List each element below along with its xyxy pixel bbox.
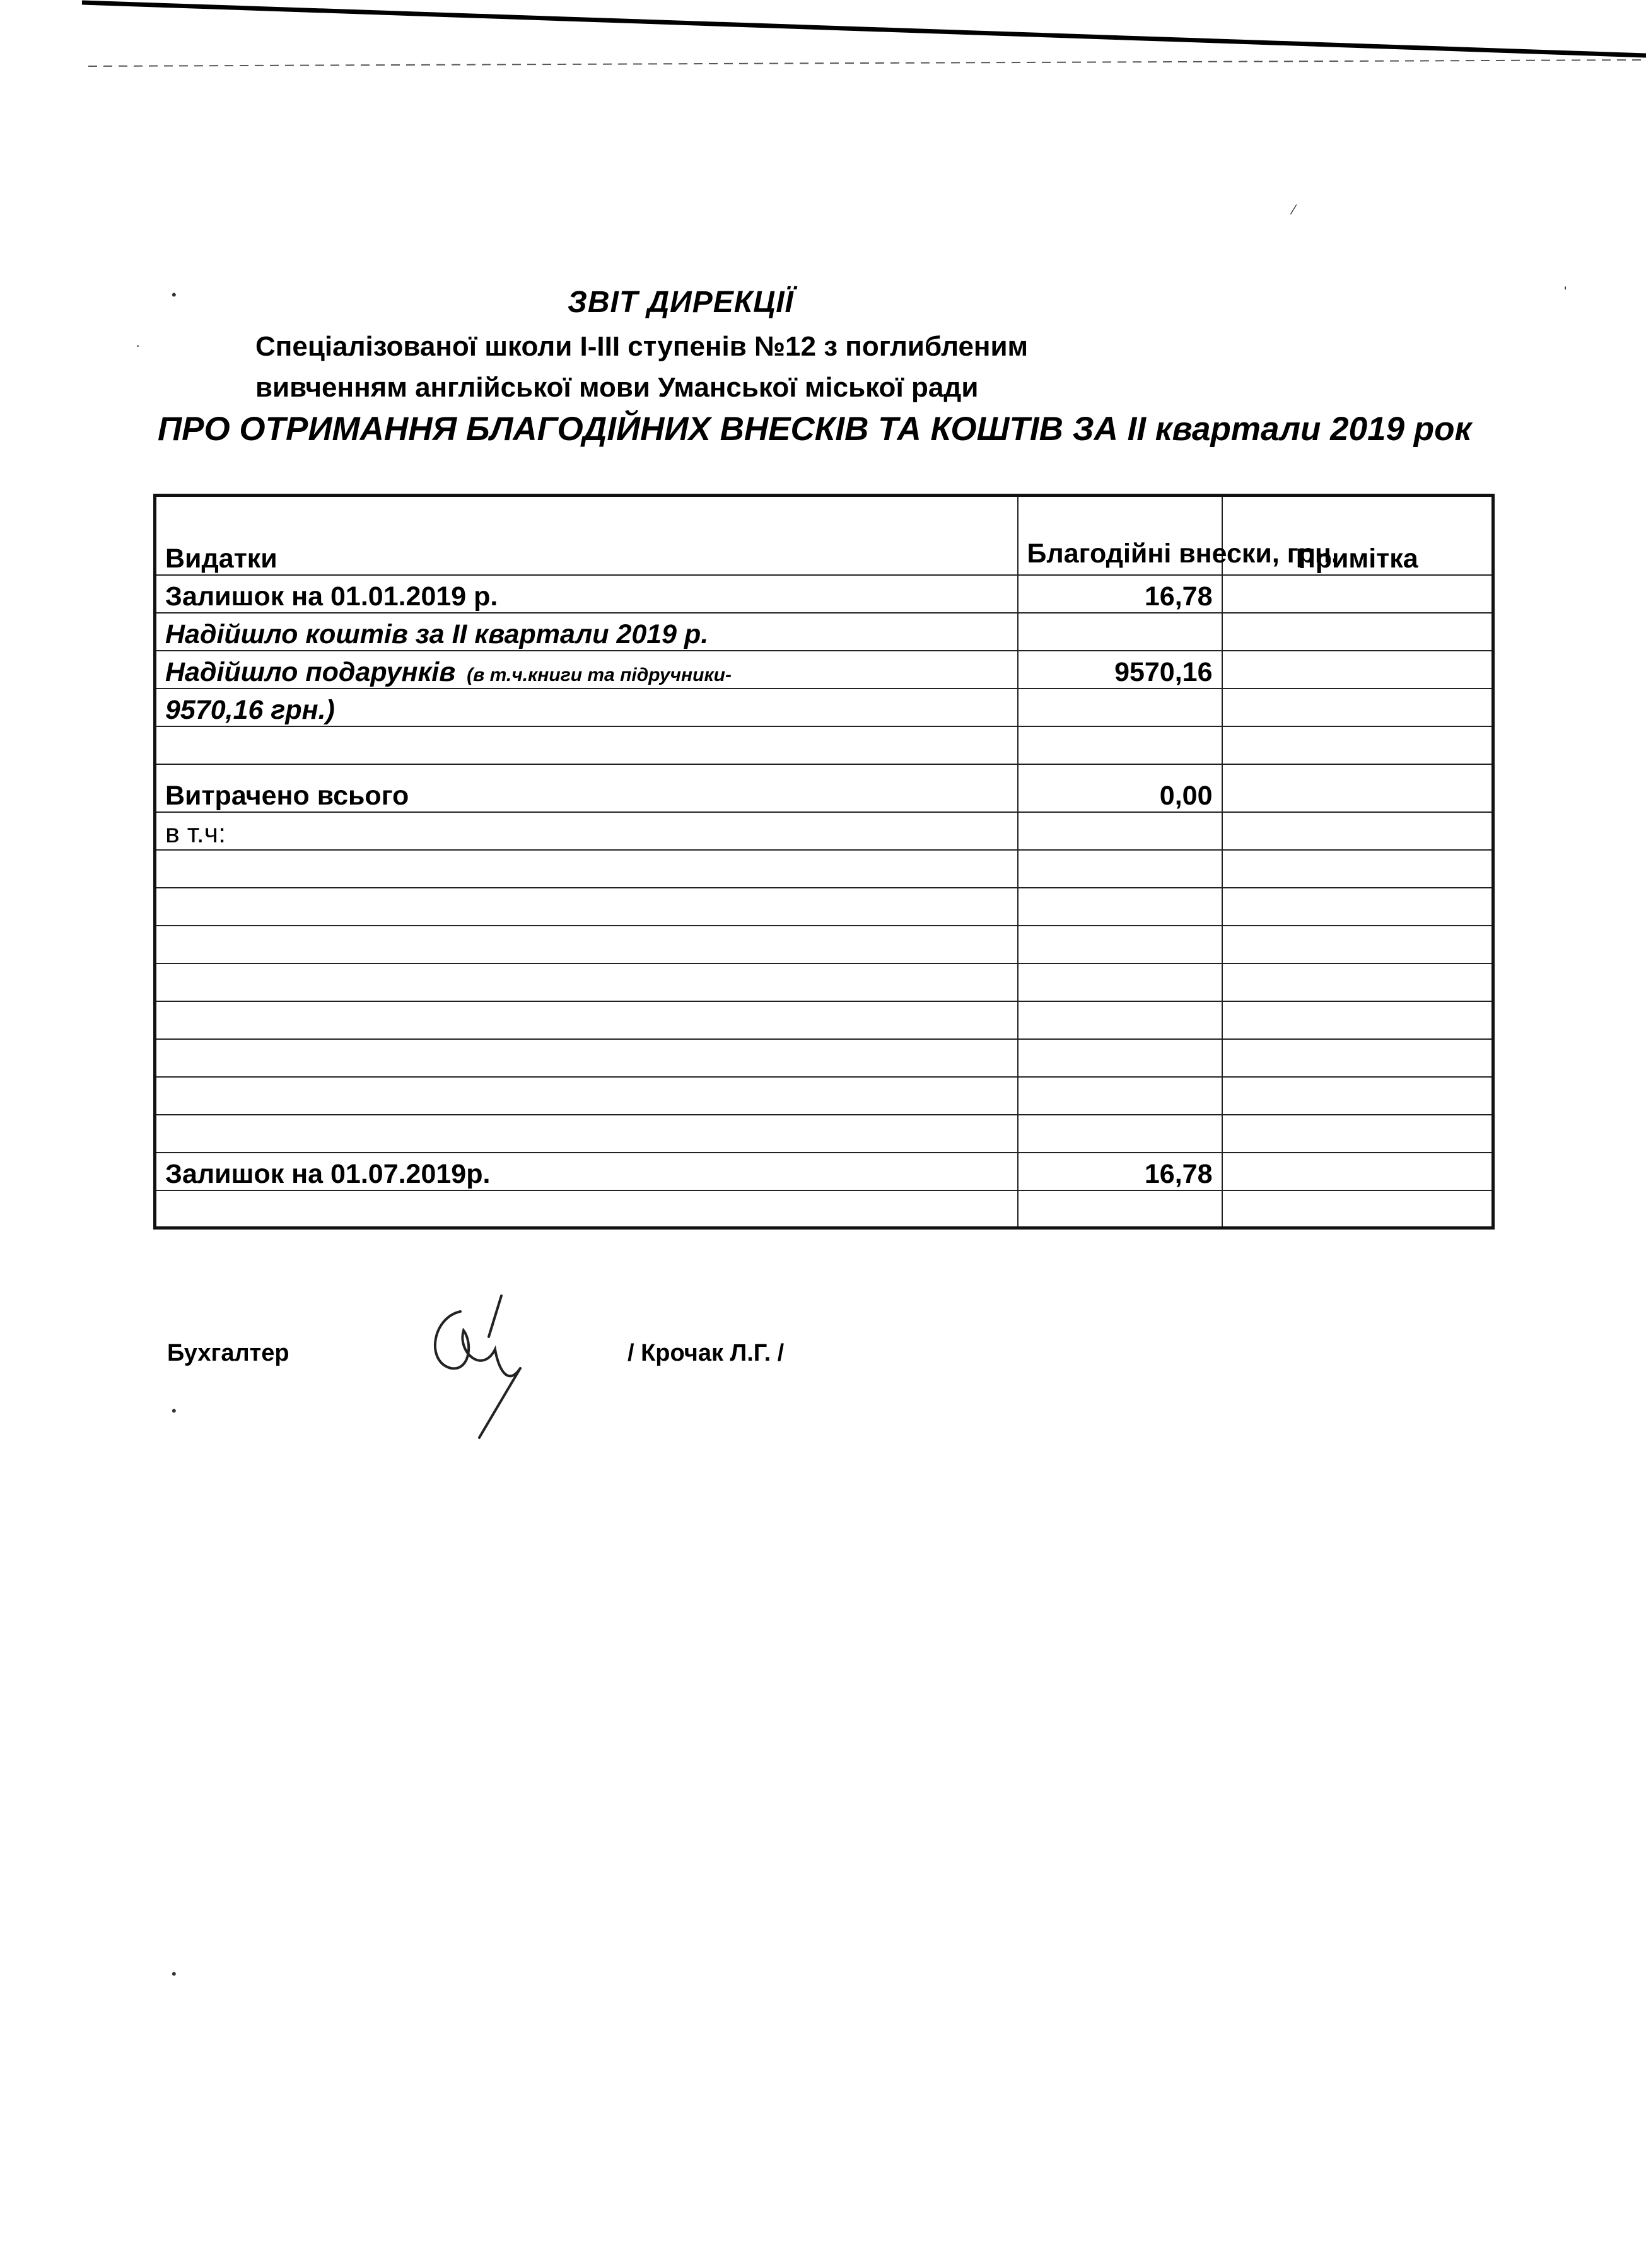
- spent-total-note: [1222, 764, 1493, 812]
- table-row-gifts-continued: [155, 689, 1493, 726]
- scan-top-edge: [82, 0, 1646, 57]
- table-row-including: [155, 812, 1493, 850]
- opening-balance-note: [1222, 575, 1493, 613]
- scan-speck: •: [172, 1966, 177, 1982]
- received-funds-value: [1018, 613, 1222, 651]
- school-name-line2: вивченням англійської мови Уманської міської ради: [255, 372, 979, 403]
- gifts-note-continued: 9570,16 грн.): [155, 689, 1018, 726]
- table-row-received-funds: [155, 613, 1493, 651]
- closing-balance-note: [1222, 1153, 1493, 1190]
- column-header-contributions: Благодійні внески, грн.: [1018, 496, 1222, 575]
- received-gifts-cell: [155, 651, 1018, 689]
- scan-speck: •: [172, 1403, 177, 1419]
- scan-speck: ⁄: [1293, 202, 1295, 218]
- scan-speck: ·: [136, 337, 141, 353]
- table-row-empty: [155, 888, 1493, 926]
- spent-total-label: Витрачено всього: [155, 764, 1018, 812]
- closing-balance-value: 16,78: [1018, 1153, 1222, 1190]
- table-row-spent-total: [155, 764, 1493, 812]
- table-header-row: [155, 496, 1493, 575]
- table-row-empty: [155, 1115, 1493, 1153]
- table-row-empty: [155, 1001, 1493, 1039]
- column-header-note: Примітка: [1222, 496, 1493, 575]
- accountant-name: / Крочак Л.Г. /: [627, 1340, 785, 1366]
- charity-report-table: [153, 494, 1495, 1230]
- spent-total-value: 0,00: [1018, 764, 1222, 812]
- table-row-empty: [155, 726, 1493, 764]
- scan-speck: •: [172, 287, 177, 303]
- received-gifts-label: Надійшло подарунків: [165, 656, 456, 687]
- received-funds-label: Надійшло коштів за ІІ квартали 2019 р.: [155, 613, 1018, 651]
- table-row-opening-balance: [155, 575, 1493, 613]
- received-gifts-value: 9570,16: [1018, 651, 1222, 689]
- table-row-closing-balance: [155, 1153, 1493, 1190]
- closing-balance-label: Залишок на 01.07.2019р.: [155, 1153, 1018, 1190]
- opening-balance-label: Залишок на 01.01.2019 р.: [155, 575, 1018, 613]
- school-name-line1: Спеціалізованої школи І-ІІІ ступенів №12 з поглибленим: [255, 331, 1029, 362]
- table-row-empty: [155, 850, 1493, 888]
- accountant-role: Бухгалтер: [167, 1340, 289, 1366]
- table-row-empty: [155, 1190, 1493, 1228]
- table-row-empty: [155, 926, 1493, 963]
- table-cell: [1018, 689, 1222, 726]
- table-row-empty: [155, 963, 1493, 1001]
- table-row-received-gifts: [155, 651, 1493, 689]
- opening-balance-value: 16,78: [1018, 575, 1222, 613]
- table-row-empty: [155, 1039, 1493, 1077]
- column-header-expenses: Видатки: [155, 496, 1018, 575]
- received-gifts-inline-note: (в т.ч.книги та підручники-: [467, 664, 732, 685]
- scan-speck: ': [1564, 284, 1567, 299]
- table-row-empty: [155, 1077, 1493, 1115]
- received-gifts-note: [1222, 651, 1493, 689]
- including-label: в т.ч:: [155, 812, 1018, 850]
- report-title: ЗВІТ ДИРЕКЦІЇ: [568, 286, 794, 319]
- received-funds-note: [1222, 613, 1493, 651]
- report-heading: ПРО ОТРИМАННЯ БЛАГОДІЙНИХ ВНЕСКІВ ТА КОШТІВ ЗА ІІ квартали 2019 рок: [158, 410, 1472, 448]
- table-cell: [1222, 689, 1493, 726]
- handwritten-signature: [426, 1293, 536, 1438]
